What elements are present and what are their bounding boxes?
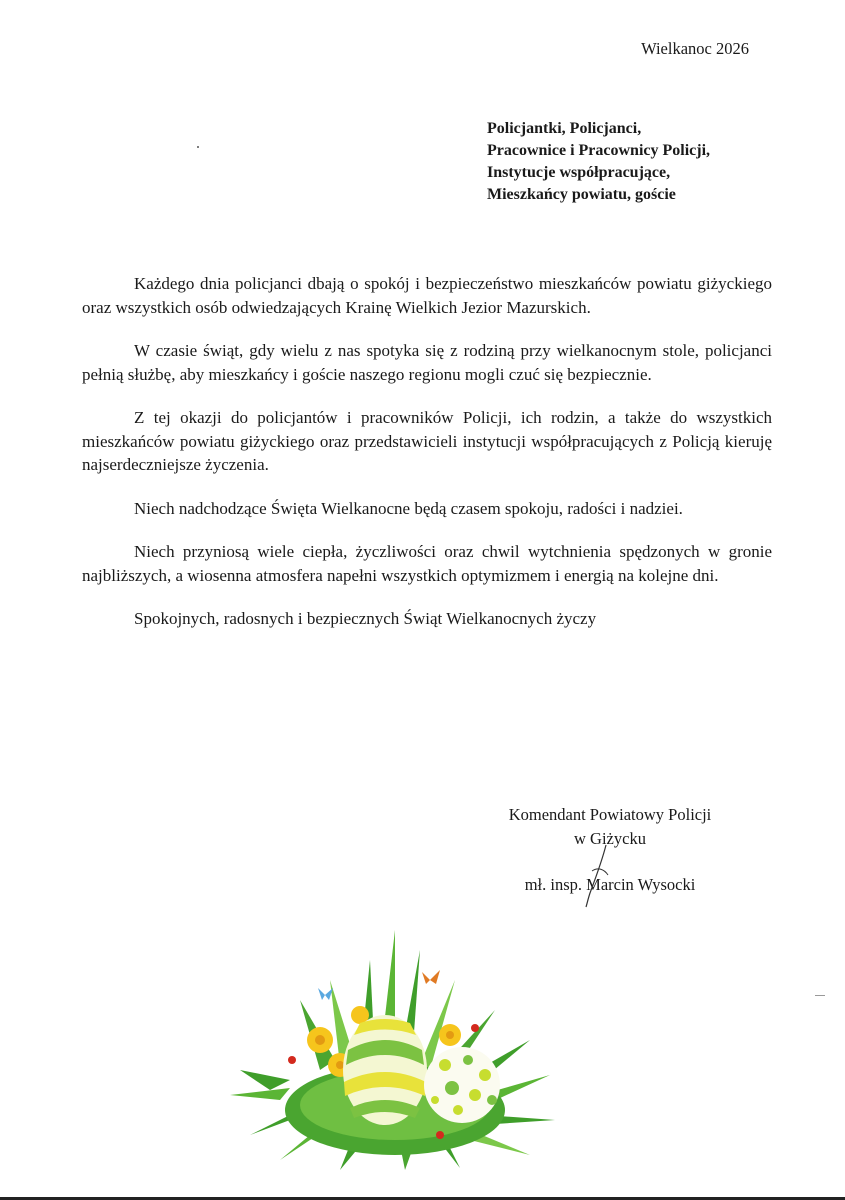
paragraph: Z tej okazji do policjantów i pracowników Policji, ich rodzin, a także do wszystkich mieszkańców powiatu giżyckiego oraz przedstawicieli instytucji współpracujących z Policją kieruję najserdeczniejsze życzenia. bbox=[82, 408, 772, 474]
dotted-egg-icon bbox=[424, 1047, 500, 1123]
paragraph: Niech nadchodzące Święta Wielkanocne będą czasem spokoju, radości i nadziei. bbox=[134, 498, 683, 518]
letter-date: Wielkanoc 2026 bbox=[641, 39, 749, 58]
easter-eggs-grass-icon bbox=[230, 920, 570, 1170]
paragraph: Niech przyniosą wiele ciepła, życzliwości oraz chwil wytchnienia spędzonych w gronie najbliższych, a wiosenna atmosfera napełni wszystkich optymizmem i energią na kolejne dni. bbox=[82, 542, 772, 585]
signature-rank-name: mł. insp. Marcin Wysocki bbox=[524, 875, 696, 894]
closing-wishes: Spokojnych, radosnych i bezpiecznych Świąt Wielkanocnych życzy bbox=[134, 609, 597, 628]
signature-title-line2: w Giżycku bbox=[574, 829, 646, 848]
paragraph: W czasie świąt, gdy wielu z nas spotyka się z rodziną przy wielkanocnym stole, policjanci pełnią służbę, aby mieszkańcy i goście naszego regionu mogli czuć się bezpiecznie. bbox=[82, 341, 772, 384]
letter-body bbox=[82, 272, 772, 651]
scan-mark bbox=[815, 995, 825, 996]
addressee-line: Instytucje współpracujące, bbox=[487, 164, 671, 181]
butterfly-icon bbox=[318, 970, 440, 1000]
scan-speck bbox=[197, 146, 199, 148]
signature-title-line1: Komendant Powiatowy Policji bbox=[508, 805, 712, 824]
addressee-line: Pracownice i Pracownicy Policji, bbox=[487, 142, 711, 159]
handwritten-signature-icon bbox=[578, 841, 618, 911]
addressee-line: Policjantki, Policjanci, bbox=[487, 120, 642, 137]
striped-egg-icon bbox=[343, 1015, 427, 1125]
paragraph: Każdego dnia policjanci dbają o spokój i bezpieczeństwo mieszkańców powiatu giżyckiego oraz wszystkich osób odwiedzających Krainę Wielkich Jezior Mazurskich. bbox=[82, 274, 772, 317]
addressee-line: Mieszkańcy powiatu, goście bbox=[487, 186, 676, 203]
signature-rank-name-wrap bbox=[480, 873, 740, 897]
signature-block bbox=[480, 803, 740, 897]
addressees-block bbox=[487, 118, 710, 206]
